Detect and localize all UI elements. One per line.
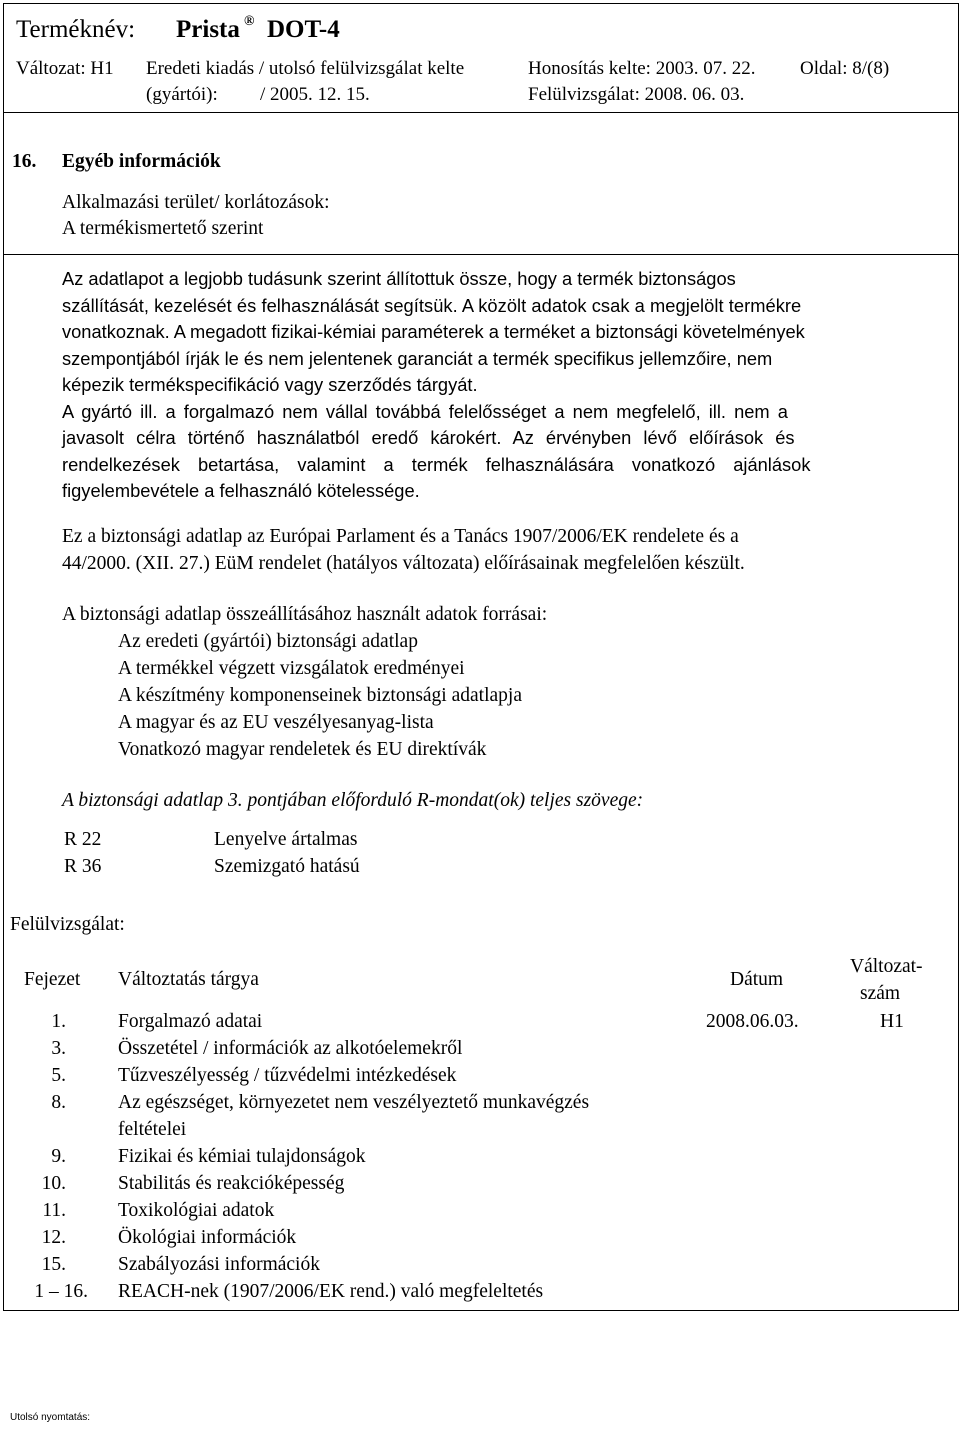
- r-phrase-code: R 36: [64, 856, 102, 877]
- paragraph-line: képezik termékspecifikáció vagy szerződés tárgyát.: [62, 374, 478, 395]
- r-phrase-text: Lenyelve ártalmas: [214, 829, 358, 850]
- disclaimer-paragraph: [62, 268, 930, 507]
- version-label: Változat: H1: [16, 58, 114, 79]
- revision-date: 2008.06.03.: [706, 1011, 799, 1032]
- paragraph-line: Ez a biztonsági adatlap az Európai Parlament és a Tanács 1907/2006/EK rendelete és a: [62, 526, 739, 547]
- column-header-version-2: szám: [860, 983, 901, 1004]
- r-phrase-text: Szemizgató hatású: [214, 856, 360, 877]
- regulation-paragraph: [62, 526, 932, 579]
- paragraph-line: vonatkoznak. A megadott fizikai-kémiai paraméterek a terméket a biztonsági követelmények: [62, 321, 805, 342]
- product-label: Terméknév:: [16, 16, 136, 43]
- r-phrases-heading: A biztonsági adatlap 3. pontjában előforduló R-mondat(ok) teljes szövege:: [62, 790, 644, 811]
- column-header-date: Dátum: [730, 969, 784, 990]
- paragraph-line: Az adatlapot a legjobb tudásunk szerint állítottuk össze, hogy a termék biztonságos: [62, 268, 736, 289]
- product-name: Prista: [176, 16, 240, 43]
- r-phrase-code: R 22: [64, 829, 102, 850]
- issue-label-2: (gyártói):: [146, 84, 218, 105]
- column-header-chapter: Fejezet: [24, 969, 81, 990]
- last-printed-label: Utolsó nyomtatás:: [10, 1412, 91, 1423]
- revision-label: Felülvizsgálat:: [10, 914, 125, 935]
- revision-version: H1: [880, 1011, 904, 1032]
- column-header-subject: Változtatás tárgya: [118, 969, 259, 990]
- sources-heading: A biztonsági adatlap összeállításához használt adatok forrásai:: [62, 604, 548, 625]
- list-item: Vonatkozó magyar rendeletek és EU direktívák: [118, 739, 487, 760]
- notification-date: Honosítás kelte: 2003. 07. 22.: [528, 58, 756, 79]
- paragraph-line: A gyártó ill. a forgalmazó nem vállal továbbá felelősséget a nem megfelelő, ill. nem a: [62, 400, 788, 422]
- section-number: 16.: [12, 151, 37, 172]
- page-number: Oldal: 8/(8): [800, 58, 890, 79]
- section-title: Egyéb információk: [62, 151, 221, 172]
- sources-list: [118, 631, 522, 766]
- section-16-box: 16. Egyéb információk Alkalmazási terület/ korlátozások: A termékismertető szerint Az adatlapot a legjobb tudásunk szerint állítottuk össze, hogy a termék biztonságos szállítását, kezelését és felhasználását segítsük. A közölt adatok csak a megjelölt termékre vonatkoznak. A megadott fizikai-kémiai paraméterek a terméket a biztonsági követelmények szempontjából írják le és nem jelentenek garanciát a termék specifikus jellemzőire, nem képezik termékspecifikáció vagy szerződés tárgyát. A gyártó ill. a forgalmazó nem vállal továbbá felelősséget a nem megfelelő, ill. nem a javasolt célra történő használatból eredő károkért. Az érvényben lévő előírások és rendelkezések betartása, valamint a termék felhasználására vonatkozó ajánlások figyelembevétele a felhasználó kötelessége. Ez a biztonsági adatlap az Európai Parlament és a Tanács 1907/2006/EK rendelete és a 44/2000. (XII. 27.) EüM rendelet (hatályos változata) előírásainak megfelelően készült. A biztonsági adatlap összeállításához használt adatok forrásai: Az eredeti (gyártói) biztonsági adatlap A termékkel végzett vizsgálatok eredményei A készítmény komponenseinek biztonsági adatlapja A magyar és az EU veszélyesanyag-lista Vonatkozó magyar rendeletek és EU direktívák A biztonsági adatlap 3. pontjában előforduló R-mondat(ok) teljes szövege: R 22 Lenyelve ártalmas R 36 Szemizgató hatású Felülvizsgálat: Fejezet Változtatás tárgya Dátum Változat- szám 2008.06.03. H1 1. Forgalmazó adatai 3. Összetétel / információk az alkotóelemekről 5. Tűzveszélyesség / tűzvédelmi intézkedések 8. Az egészséget, környezetet nem veszélyeztető munkavégzés feltételei 9. Fizikai és kémiai tulajdonságok 10. Stabilitás és reakcióképesség 11. Toxikológiai adatok 12. Ökológiai információk 15. Szabályozási információk 1 – 16. REACH-nek (1907/2006/EK rend.) való megfeleltetés: [3, 113, 959, 1311]
- issue-value: / 2005. 12. 15.: [260, 84, 370, 105]
- paragraph-line: szempontjából írják le és nem jelentenek garanciát a termék specifikus jellemzőire, nem: [62, 347, 773, 369]
- paragraph-line: 44/2000. (XII. 27.) EüM rendelet (hatályos változata) előírásainak megfelelően készült.: [62, 552, 745, 574]
- scope-heading: Alkalmazási terület/ korlátozások:: [62, 192, 330, 213]
- paragraph-line: figyelembevétele a felhasználó kötelessége.: [62, 480, 420, 501]
- paragraph-line: rendelkezések betartása, valamint a termék felhasználására vonatkozó ajánlások: [62, 453, 811, 475]
- product-code: DOT-4: [267, 16, 340, 43]
- list-item: A termékkel végzett vizsgálatok eredményei: [118, 658, 465, 679]
- section-header: [4, 113, 958, 255]
- scope-value: A termékismertető szerint: [62, 218, 264, 239]
- issue-label: Eredeti kiadás / utolsó felülvizsgálat kelte: [146, 58, 465, 79]
- list-item: Az eredeti (gyártói) biztonsági adatlap: [118, 631, 418, 652]
- list-item: A készítmény komponenseinek biztonsági adatlapja: [118, 685, 522, 706]
- document-header: [3, 3, 959, 113]
- registered-mark: ®: [244, 14, 255, 29]
- paragraph-line: javasolt célra történő használatból eredő károkért. Az érvényben lévő előírások és: [62, 427, 795, 448]
- column-header-version: Változat-: [850, 956, 923, 977]
- review-date: Felülvizsgálat: 2008. 06. 03.: [528, 84, 745, 105]
- list-item: A magyar és az EU veszélyesanyag-lista: [118, 712, 434, 733]
- paragraph-line: szállítását, kezelését és felhasználását segítsük. A közölt adatok csak a megjelölt termékre: [62, 294, 802, 316]
